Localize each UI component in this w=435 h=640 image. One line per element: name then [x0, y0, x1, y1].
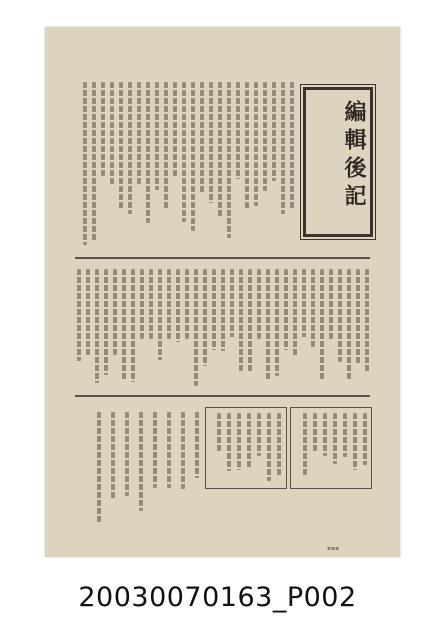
text-column [182, 82, 186, 222]
text-column [267, 413, 271, 481]
text-column [275, 269, 279, 376]
text-column [110, 82, 114, 186]
text-column [194, 269, 198, 386]
text-column [153, 412, 157, 488]
text-column [320, 269, 324, 381]
text-column [227, 413, 231, 471]
text-column [167, 412, 171, 488]
text-column [158, 269, 162, 360]
text-column [254, 82, 258, 206]
text-column [239, 269, 243, 371]
text-column [303, 413, 307, 475]
text-column [185, 269, 189, 339]
text-column [128, 82, 132, 214]
text-column [247, 413, 251, 468]
editors-note-title: 編輯後記 [341, 100, 367, 212]
text-column [164, 82, 168, 210]
text-column [323, 413, 327, 456]
text-column [272, 82, 276, 181]
document-page [45, 27, 400, 557]
text-column [155, 82, 159, 190]
text-column [329, 269, 333, 340]
image-caption: 20030070163_P002 [78, 582, 357, 613]
text-column [212, 269, 216, 350]
text-column [311, 269, 315, 347]
text-column [113, 269, 117, 355]
text-column [266, 269, 270, 380]
text-column [83, 82, 87, 245]
text-column [356, 269, 360, 364]
text-column [353, 413, 357, 470]
text-column [95, 269, 99, 383]
text-column [293, 269, 297, 356]
text-column [181, 412, 185, 489]
text-column [111, 412, 115, 500]
text-column [363, 413, 367, 465]
text-column [284, 269, 288, 350]
text-column [146, 82, 150, 223]
text-column [230, 269, 234, 337]
text-column [333, 413, 337, 464]
text-column [257, 413, 261, 456]
text-column [200, 82, 204, 194]
text-column [343, 413, 347, 457]
text-column [257, 269, 261, 339]
text-column [191, 82, 195, 231]
text-column [203, 269, 207, 366]
text-column [173, 82, 177, 178]
text-column [263, 82, 267, 191]
text-column [237, 413, 241, 470]
text-column [290, 82, 294, 209]
middle-divider [75, 257, 370, 259]
text-column [77, 269, 81, 361]
text-column [221, 269, 225, 351]
text-column [281, 82, 285, 214]
text-column [248, 269, 252, 373]
text-column [217, 413, 221, 453]
text-column [139, 412, 143, 511]
text-column [209, 82, 213, 203]
text-column [140, 269, 144, 339]
colophon-divider [75, 395, 370, 397]
text-column [176, 269, 180, 342]
text-column [313, 413, 317, 452]
text-column [149, 269, 153, 339]
text-column [218, 82, 222, 217]
text-column [338, 269, 342, 362]
text-column [137, 82, 141, 184]
text-column [195, 412, 199, 478]
text-column [227, 82, 231, 238]
text-column [347, 269, 351, 381]
archive-stamp: ▪▪▪ [327, 545, 340, 552]
text-column [97, 412, 101, 524]
text-column [125, 412, 129, 496]
text-column [365, 269, 369, 373]
text-column [104, 269, 108, 375]
text-column [277, 413, 281, 477]
text-column [302, 269, 306, 337]
text-column [167, 269, 171, 339]
text-column [122, 269, 126, 381]
text-column [86, 269, 90, 356]
text-column [92, 82, 96, 242]
text-column [245, 82, 249, 210]
text-column [101, 82, 105, 176]
text-column [131, 269, 135, 382]
editors-note-title-box [303, 87, 373, 237]
text-column [236, 82, 240, 179]
text-column [119, 82, 123, 209]
